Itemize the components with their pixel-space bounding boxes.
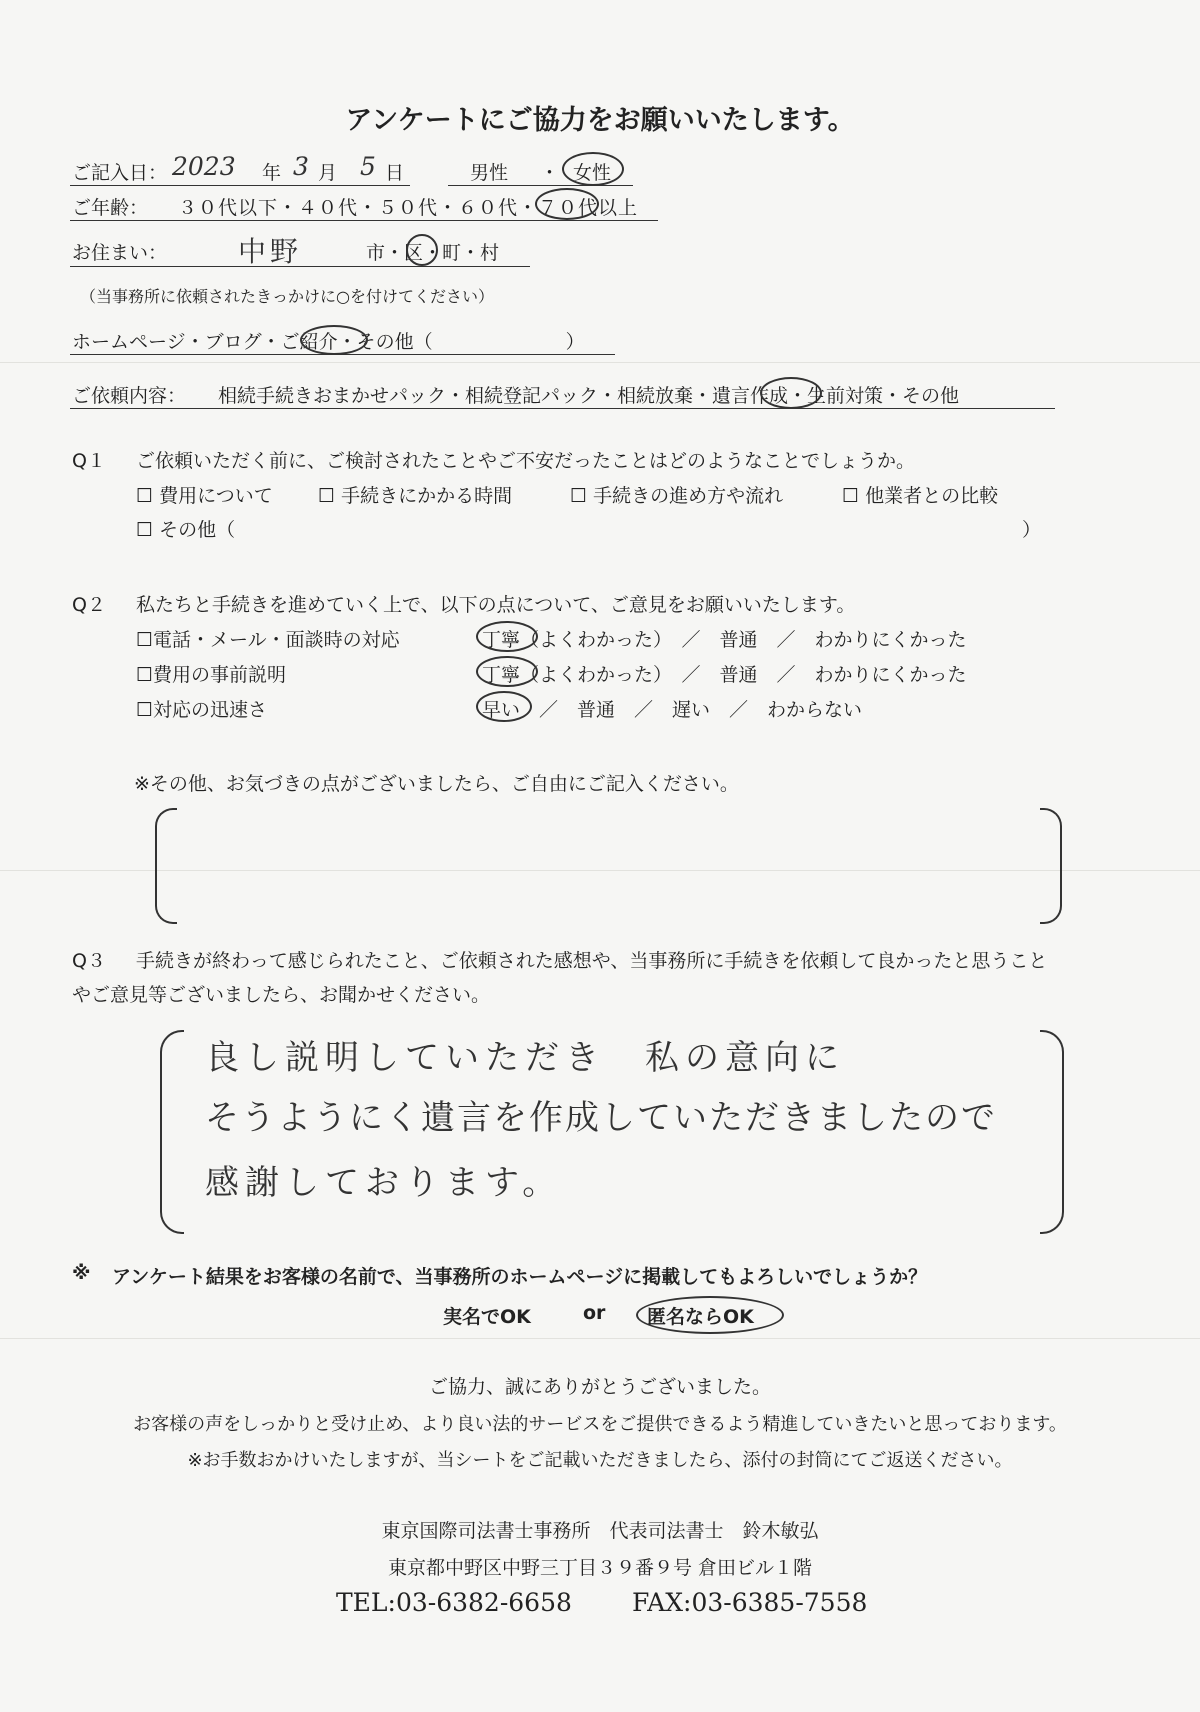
checkbox-icon[interactable]: ☐ [570,485,588,507]
checkbox-icon[interactable]: ☐ [318,485,336,507]
closing-thanks: ご協力、誠にありがとうございました。 [428,1376,771,1398]
q3-answer-line[interactable]: そうようにく遺言を作成していただきましたので [205,1098,997,1138]
age-70s-circle-mark [535,188,599,220]
polite-circle-mark [476,621,538,652]
q3-question-line1: 手続きが終わって感じられたこと、ご依頼された感想や、当事務所に手続きを依頼して良かったと思うこと [136,950,1048,972]
q2-item-fee-explanation[interactable]: ☐費用の事前説明 [136,664,287,686]
date-label: ご記入日： [72,162,168,184]
age-label: ご年齢： [72,197,149,219]
q3-answer-line[interactable]: 感謝しております。 [205,1163,563,1203]
paper-fold-line [0,362,1200,363]
closing-return-note: ※お手数おかけいたしますが、当シートをご記載いただきましたら、添付の封筒にてご返送ください。 [187,1450,1013,1471]
q2-free-answer-area[interactable] [180,810,1035,918]
q1-other-label: その他（ [159,519,236,541]
q1-option-label: 手続きの進め方や流れ [593,485,784,507]
gender-underline [448,185,633,186]
trigger-options[interactable]: ホームページ・ブログ・ご紹介・その他（ ） [72,331,585,353]
q1-option-2[interactable] [318,481,512,508]
trigger-note: （当事務所に依頼されたきっかけに○を付けてください） [80,287,494,306]
residence-options[interactable]: 市・区・町・村 [366,242,500,264]
q2-question: 私たちと手続きを進めていく上で、以下の点について、ご意見をお願いいたします。 [136,594,856,616]
checkbox-icon[interactable]: ☐ [842,485,860,507]
q1-option-other[interactable] [136,515,235,542]
checkbox-icon[interactable]: ☐ [136,485,154,507]
q2-scale-fee-explanation[interactable]: 丁寧（よくわかった） ／ 普通 ／ わかりにくかった [482,664,967,686]
date-month[interactable]: 3 [293,152,309,181]
q1-question: ご依頼いただく前に、ご検討されたことやご不安だったことはどのようなことでしょうか。 [136,450,916,472]
q1-option-label: 費用について [159,485,273,507]
trigger-underline [70,354,615,355]
q1-option-label: 手続きにかかる時間 [341,485,513,507]
residence-label: お住まい： [72,242,168,264]
q3-question-line2: やご意見等ございましたら、お聞かせください。 [72,984,491,1006]
q2-number: Q２ [72,594,106,616]
publish-real-name-option[interactable]: 実名でOK [443,1306,531,1328]
q1-other-close: ） [1022,519,1042,541]
residence-ward-circle-mark [406,234,438,266]
residence-value[interactable]: 中野 [238,235,303,268]
footer-office: 東京国際司法書士事務所 代表司法書士 鈴木敏弘 [381,1520,819,1542]
bracket-right [1040,808,1062,924]
publish-anonymous-option[interactable]: 匿名ならOK [647,1306,754,1328]
q1-option-4[interactable] [842,481,998,508]
gender-male[interactable]: 男性 [470,162,509,184]
request-options[interactable]: 相続手続きおまかせパック・相続登記パック・相続放棄・遺言作成・生前対策・その他 [218,385,960,407]
residence-underline [70,266,530,267]
will-drafting-circle-mark [760,377,822,409]
gender-female-circle-mark [562,152,624,186]
q2-scale-response[interactable]: 丁寧（よくわかった） ／ 普通 ／ わかりにくかった [482,629,967,651]
q1-option-3[interactable] [570,481,783,508]
publish-question: アンケート結果をお客様の名前で、当事務所のホームページに掲載してもよろしいでしょうか？ [112,1266,928,1288]
request-label: ご依頼内容： [72,385,187,407]
footer-address: 東京都中野区中野三丁目３９番９号 倉田ビル１階 [387,1557,813,1579]
date-year[interactable]: 2023 [172,152,236,181]
q2-item-response[interactable]: ☐電話・メール・面談時の対応 [136,629,400,651]
date-underline [70,185,410,186]
age-options[interactable]: ３０代以下・４０代・５０代・６０代・７０代以上 [178,197,639,219]
date-day[interactable]: 5 [360,152,376,181]
polite-circle-mark [476,656,538,687]
q2-scale-speed[interactable]: 早い ／ 普通 ／ 遅い ／ わからない [482,699,863,721]
q2-item-speed[interactable]: ☐対応の迅速さ [136,699,268,721]
month-unit: 月 [318,162,338,184]
publish-mark: ※ [72,1262,91,1284]
referral-circle-mark [300,325,368,355]
footer-tel[interactable]: TEL:03-6382-6658 [336,1588,572,1617]
anonymous-circle-mark [636,1296,784,1334]
age-underline [70,220,658,221]
q3-number: Q３ [72,950,106,972]
footer-fax: FAX:03-6385-7558 [632,1588,868,1617]
closing-message: お客様の声をしっかりと受け止め、より良い法的サービスをご提供できるよう精進していきたいと思っております。 [133,1414,1067,1435]
q1-option-1[interactable] [136,481,273,508]
page-title: アンケートにご協力をお願いいたします。 [345,105,855,136]
bracket-left [160,1030,184,1234]
q1-number: Q１ [72,450,106,472]
q2-free-prompt: ※その他、お気づきの点がございましたら、ご自由にご記入ください。 [134,773,739,795]
gender-separator: ・ [540,162,560,184]
day-unit: 日 [385,162,405,184]
paper-fold-line [0,1338,1200,1339]
gender-female[interactable]: 女性 [573,162,612,184]
year-unit: 年 [262,162,282,184]
request-underline [70,408,1055,409]
checkbox-icon[interactable]: ☐ [136,519,154,541]
fast-circle-mark [476,691,532,722]
bracket-right [1040,1030,1064,1234]
publish-or: or [583,1302,606,1324]
bracket-left [155,808,177,924]
q3-answer-line[interactable]: 良し説明していただき 私の意向に [205,1038,845,1078]
q1-option-label: 他業者との比較 [865,485,999,507]
